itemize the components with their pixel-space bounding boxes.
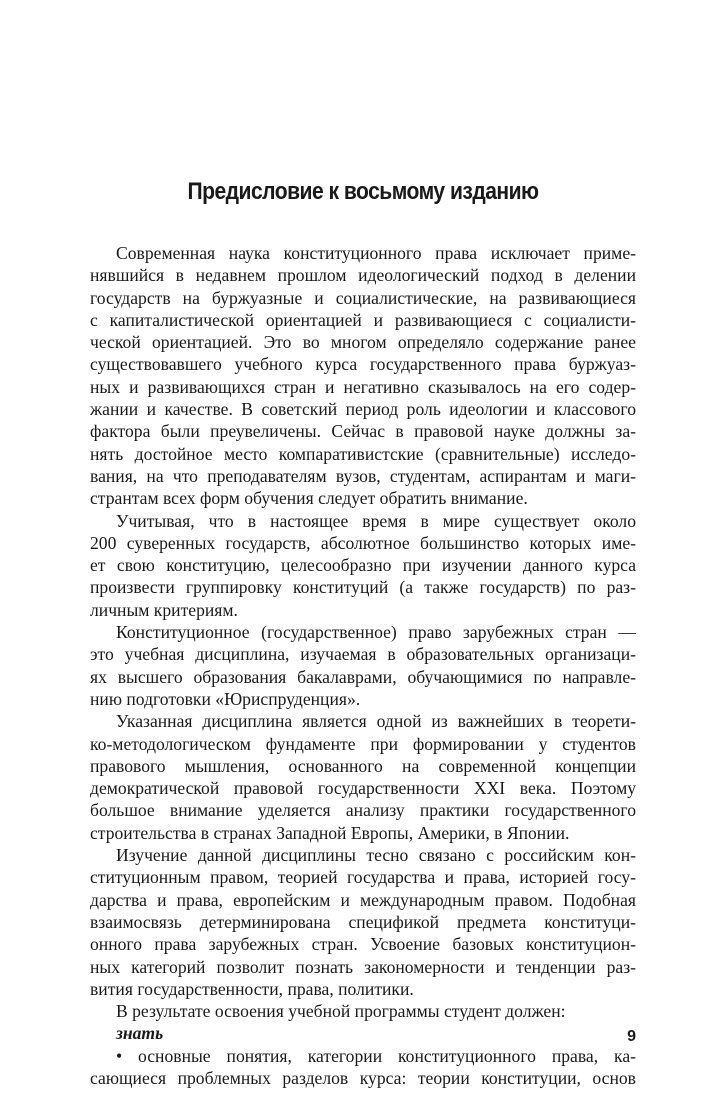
text-line: произвести группировку конституций (а также государств) по раз- xyxy=(90,577,636,598)
text-line: нявшийся в недавнем прошлом идеологический подход в делении xyxy=(90,265,636,286)
text-line: дарства и права, европейским и международным правом. Подобная xyxy=(90,889,636,910)
text-line: фактора были преувеличены. Сейчас в правовой науке должны за- xyxy=(90,421,636,442)
text-line: сающиеся проблемных разделов курса: теории конституции, основ xyxy=(90,1067,636,1088)
text-line: ко-методологическом фундаменте при формировании у студентов xyxy=(90,733,636,754)
text-line: нять достойное место компаративистские (сравнительные) исследо- xyxy=(90,443,636,464)
text-line: Указанная дисциплина является одной из важнейших в теорети- xyxy=(116,711,636,732)
text-line: жании и качестве. В советский период роль идеологии и классового xyxy=(90,399,636,420)
znat-heading: знать xyxy=(116,1023,164,1044)
text-line: демократической правовой государственности XXI века. Поэтому xyxy=(90,778,636,799)
text-line: Современная наука конституционного права исключает приме- xyxy=(116,243,636,263)
body-text xyxy=(90,242,636,1089)
text-line: основные понятия, категории конституционного права, ка- xyxy=(138,1045,636,1066)
text-line: Учитывая, что в настоящее время в мире существует около xyxy=(116,510,636,531)
paragraph-4 xyxy=(90,710,636,844)
paragraph-1 xyxy=(90,242,636,510)
text-line: онного права зарубежных стран. Усвоение базовых конституцион- xyxy=(90,934,636,955)
paragraph-2 xyxy=(90,510,636,621)
bullet-item xyxy=(90,1045,636,1090)
text-line: нию подготовки «Юриспруденция». xyxy=(90,688,361,709)
paragraph-5 xyxy=(90,844,636,1000)
page-title: Предисловие к восьмому изданию xyxy=(187,178,539,205)
paragraph-3 xyxy=(90,621,636,710)
text-line: Конституционное (государственное) право зарубежных стран — xyxy=(116,622,636,643)
paragraph-6 xyxy=(90,1000,636,1022)
text-line: 200 суверенных государств, абсолютное большинство которых име- xyxy=(90,532,636,553)
text-line: вания, на что преподавателям вузов, студентам, аспирантам и маги- xyxy=(90,465,636,486)
text-line: вития государственности, права, политики. xyxy=(90,978,414,999)
bullet-line xyxy=(90,1045,636,1067)
text-line: ных категорий позволит познать закономерности и тенденции раз- xyxy=(90,956,636,977)
page-number: 9 xyxy=(627,1028,636,1045)
text-line: государств на буржуазные и социалистические, на развивающиеся xyxy=(90,287,636,308)
text-line: это учебная дисциплина, изучаемая в образовательных организаци- xyxy=(90,644,636,665)
text-line: существовавшего учебного курса государственного права буржуаз- xyxy=(90,354,636,375)
text-line: ческой ориентацией. Это во многом определяло содержание ранее xyxy=(90,332,636,353)
text-line: ях высшего образования бакалаврами, обучающимися по направле- xyxy=(90,666,636,687)
text-line: В результате освоения учебной программы студент должен: xyxy=(116,1001,566,1022)
bullet-icon: • xyxy=(116,1045,123,1066)
text-line: ных и развивающихся стран и негативно сказывалось на его содер- xyxy=(90,376,636,397)
text-line: большое внимание уделяется анализу практики государственного xyxy=(90,800,636,821)
text-line: с капиталистической ориентацией и развивающиеся с социалисти- xyxy=(90,309,636,330)
text-line: личным критериям. xyxy=(90,599,238,620)
text-line: строительства в странах Западной Европы, Америки, в Японии. xyxy=(90,822,570,843)
text-line: взаимосвязь детерминирована спецификой предмета конституци- xyxy=(90,911,636,932)
text-line: Изучение данной дисциплины тесно связано с российским кон- xyxy=(116,845,636,866)
text-line: правового мышления, основанного на современной концепции xyxy=(90,755,636,776)
text-line: странтам всех форм обучения следует обратить внимание. xyxy=(90,488,528,509)
text-line: ет свою конституцию, целесообразно при изучении данного курса xyxy=(90,555,636,576)
text-line: ституционным правом, теорией государства и права, историей госу- xyxy=(90,867,636,888)
